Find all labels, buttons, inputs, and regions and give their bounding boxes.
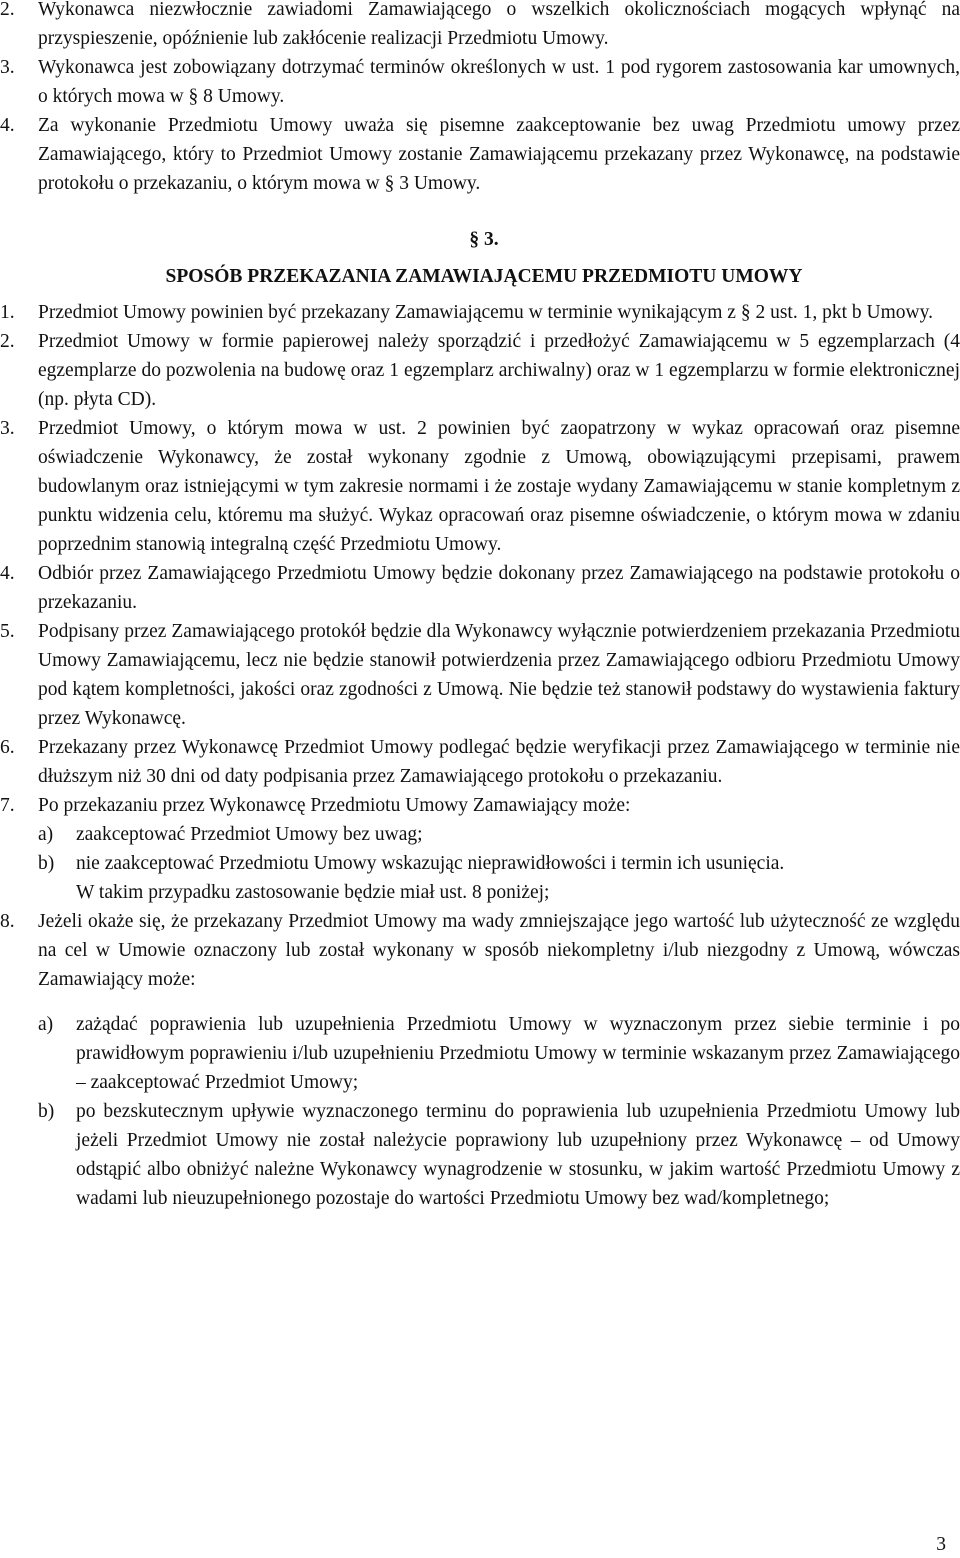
item-number: 7. <box>0 795 15 816</box>
paragraph-number: 3. <box>0 57 15 78</box>
section-item-7 <box>0 791 960 820</box>
section-item-4 <box>0 559 960 617</box>
item-text: Podpisany przez Zamawiającego protokół będzie dla Wykonawcy wyłącznie potwierdzeniem przekazania Przedmiotu Umowy Zamawiającemu, lecz nie będzie stanowił potwierdzenia przez Zamawiającego odbioru Przedmiotu Umowy pod kątem kompletności, jakości oraz zgodności z Umową. Nie będzie też stanowił podstawy do wystawienia faktury przez Wykonawcę. <box>38 621 960 729</box>
item-number: 2. <box>0 331 15 352</box>
item-number: 8. <box>0 911 15 932</box>
section-title: SPOSÓB PRZEKAZANIA ZAMAWIAJĄCEMU PRZEDMIOTU UMOWY <box>165 266 803 287</box>
section-item-3 <box>0 414 960 559</box>
item-number: 1. <box>0 302 15 323</box>
section-item-5 <box>0 617 960 733</box>
sub-label: a) <box>38 1014 54 1035</box>
page-number: 3 <box>936 1534 946 1555</box>
section-number: § 3. <box>469 229 499 250</box>
item-text: Jeżeli okaże się, że przekazany Przedmiot Umowy ma wady zmniejszające jego wartość lub użyteczność ze względu na cel w Umowie oznaczony lub został wykonany w sposób niekompletny i/lub niezgodny z Umową, wówczas Zamawiający może: <box>38 911 960 990</box>
item-number: 4. <box>0 563 15 584</box>
item-number: 6. <box>0 737 15 758</box>
sub-label: b) <box>38 853 55 874</box>
sub-text: nie zaakceptować Przedmiotu Umowy wskazując nieprawidłowości i termin ich usunięcia. <box>76 853 785 874</box>
spacer <box>38 994 960 1010</box>
item-text: Po przekazaniu przez Wykonawcę Przedmiotu Umowy Zamawiający może: <box>38 795 631 816</box>
paragraph-text: Wykonawca jest zobowiązany dotrzymać terminów określonych w ust. 1 pod rygorem zastosowania kar umownych, o których mowa w § 8 Umowy. <box>38 57 960 107</box>
item-number: 3. <box>0 418 15 439</box>
section-item-6 <box>0 733 960 791</box>
item-7-note: W takim przypadku zastosowanie będzie miał ust. 8 poniżej; <box>76 882 550 903</box>
item-8-sub-b <box>38 1097 960 1213</box>
item-number: 5. <box>0 621 15 642</box>
paragraph-text: Wykonawca niezwłocznie zawiadomi Zamawiającego o wszelkich okolicznościach mogących wpłynąć na przyspieszenie, opóźnienie lub zakłócenie realizacji Przedmiotu Umowy. <box>38 0 960 49</box>
sub-label: b) <box>38 1101 55 1122</box>
paragraph-number: 4. <box>0 115 15 136</box>
paragraph-2 <box>0 0 960 53</box>
paragraph-3 <box>0 53 960 111</box>
sub-text: po bezskutecznym upływie wyznaczonego terminu do poprawienia lub uzupełnienia Przedmiotu Umowy lub jeżeli Przedmiot Umowy nie został należycie poprawiony lub uzupełniony przez Wykonawcę – od Umowy odstąpić albo obniżyć należne Wykonawcy wynagrodzenie w stosunku, w jakim wartość Przedmiotu Umowy z wadami lub nieuzupełnionego pozostaje do wartości Przedmiotu Umowy bez wad/kompletnego; <box>76 1101 960 1209</box>
item-7-sub-b <box>38 849 960 878</box>
item-8-sub-a <box>38 1010 960 1097</box>
sub-text: zaakceptować Przedmiot Umowy bez uwag; <box>76 824 423 845</box>
item-text: Przedmiot Umowy w formie papierowej należy sporządzić i przedłożyć Zamawiającemu w 5 egzemplarzach (4 egzemplarze do pozwolenia na budowę oraz 1 egzemplarz archiwalny) oraz w 1 egzemplarzu w formie elektronicznej (np. płyta CD). <box>38 331 960 410</box>
item-text: Przedmiot Umowy powinien być przekazany Zamawiającemu w terminie wynikającym z § 2 ust. 1, pkt b Umowy. <box>38 302 933 323</box>
sub-text: zażądać poprawienia lub uzupełnienia Przedmiotu Umowy w wyznaczonym przez siebie terminie i po prawidłowym poprawieniu i/lub uzupełnieniu Przedmiotu Umowy w terminie wskazanym przez Zamawiającego – zaakceptować Przedmiot Umowy; <box>76 1014 960 1093</box>
paragraph-text: Za wykonanie Przedmiotu Umowy uważa się pisemne zaakceptowanie bez uwag Przedmiotu umowy przez Zamawiającego, który to Przedmiot Umowy zostanie Zamawiającemu przekazany przez Wykonawcę, na podstawie protokołu o przekazaniu, o którym mowa w § 3 Umowy. <box>38 115 960 194</box>
section-item-1 <box>0 298 960 327</box>
section-item-8 <box>0 907 960 994</box>
item-7-sub-a <box>38 820 960 849</box>
item-text: Odbiór przez Zamawiającego Przedmiotu Umowy będzie dokonany przez Zamawiającego na podstawie protokołu o przekazaniu. <box>38 563 960 613</box>
paragraph-number: 2. <box>0 0 15 20</box>
sub-label: a) <box>38 824 54 845</box>
item-text: Przekazany przez Wykonawcę Przedmiot Umowy podlegać będzie weryfikacji przez Zamawiającego w terminie nie dłuższym niż 30 dni od daty podpisania przez Zamawiającego protokołu o przekazaniu. <box>38 737 960 787</box>
paragraph-4 <box>0 111 960 198</box>
item-text: Przedmiot Umowy, o którym mowa w ust. 2 powinien być zaopatrzony w wykaz opracowań oraz pisemne oświadczenie Wykonawcy, że został wykonany zgodnie z Umową, obowiązującymi przepisami, prawem budowlanym oraz istniejącymi w tym zakresie normami i że zostaje wydany Zamawiającemu w stanie kompletnym z punktu widzenia celu, któremu ma służyć. Wykaz opracowań oraz pisemne oświadczenie, o którym mowa w zdaniu poprzednim stanowią integralną część Przedmiotu Umowy. <box>38 418 960 555</box>
section-item-2 <box>0 327 960 414</box>
